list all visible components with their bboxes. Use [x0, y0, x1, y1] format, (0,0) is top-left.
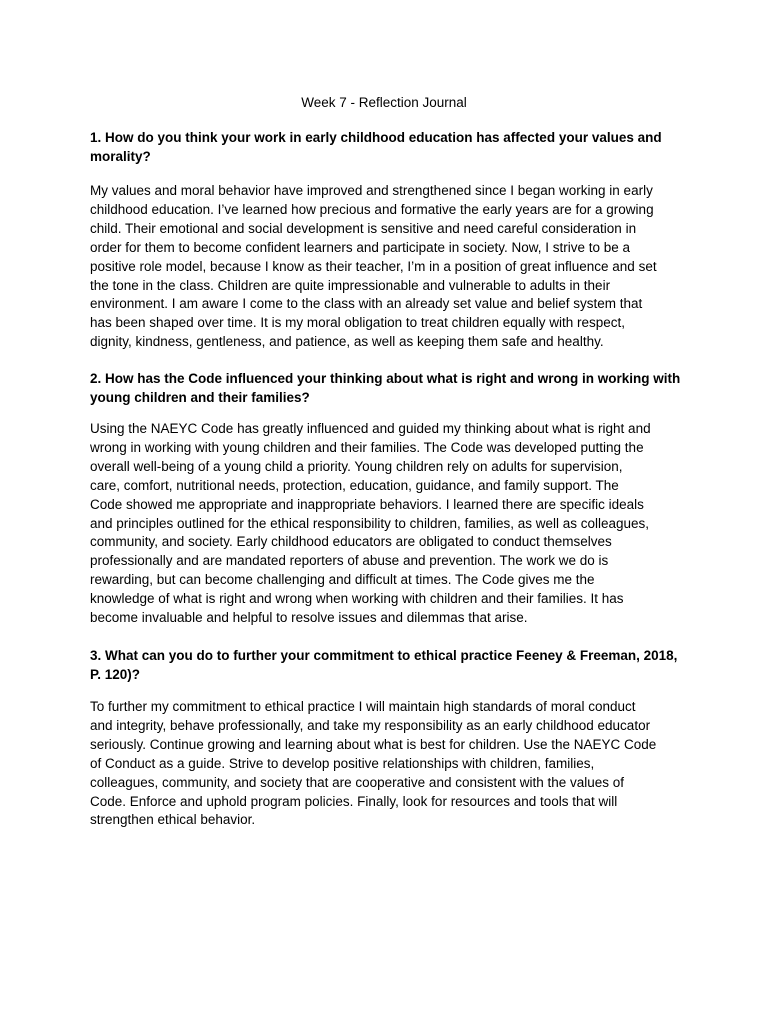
answer-2-line-8: professionally and are mandated reporters of abuse and prevention. The work we do is: [90, 553, 609, 569]
answer-1-line-8: has been shaped over time. It is my moral obligation to treat children equally with respect,: [90, 315, 626, 331]
answer-2-line-3: overall well-being of a young child a priority. Young children rely on adults for supervision,: [90, 458, 623, 474]
answer-2-line-10: knowledge of what is right and wrong when working with children and their families. It has: [90, 591, 624, 607]
answer-2-line-7: community, and society. Early childhood educators are obligated to conduct themselves: [90, 534, 612, 550]
answer-2-line-1: Using the NAEYC Code has greatly influenced and guided my thinking about what is right and: [90, 421, 651, 436]
answer-3-line-6: Code. Enforce and uphold program policies. Finally, look for resources and tools that will: [90, 793, 618, 809]
answer-2-line-6: and principles outlined for the ethical responsibility to children, families, as well as colleagues,: [90, 515, 650, 531]
answer-2-line-11: become invaluable and helpful to resolve issues and dilemmas that arise.: [90, 610, 528, 626]
answer-1-line-7: environment. I am aware I come to the class with an already set value and belief system that: [90, 296, 643, 312]
answer-3-line-2: and integrity, behave professionally, and take my responsibility as an early childhood educator: [90, 717, 651, 733]
answer-3: [90, 698, 690, 830]
answer-1-line-1: My values and moral behavior have improved and strengthened since I began working in early: [90, 183, 653, 198]
answer-2-line-5: Code showed me appropriate and inappropriate behaviors. I learned there are specific ideals: [90, 496, 644, 512]
answer-2-line-9: rewarding, but can become challenging and difficult at times. The Code gives me the: [90, 572, 595, 588]
answer-1-line-6: the tone in the class. Children are quite impressionable and vulnerable to adults in their: [90, 277, 611, 293]
answer-1-line-4: order for them to become confident learners and participate in society. Now, I strive to be a: [90, 239, 631, 255]
answer-2: [90, 420, 690, 628]
question-1-line-1: 1. How do you think your work in early childhood education has affected your values and: [90, 130, 662, 145]
answer-3-line-3: seriously. Continue growing and learning about what is best for children. Use the NAEYC Code: [90, 736, 657, 752]
answer-1-line-5: positive role model, because I know as their teacher, I’m in a position of great influence and set: [90, 258, 657, 274]
answer-1-line-2: childhood education. I’ve learned how precious and formative the early years are for a growing: [90, 201, 654, 217]
answer-2-line-4: care, comfort, nutritional needs, protection, education, guidance, and family support. The: [90, 477, 619, 493]
question-2-line-1: 2. How has the Code influenced your thinking about what is right and wrong in working with: [90, 371, 681, 386]
question-3-line-2: P. 120)?: [90, 667, 141, 682]
answer-3-line-7: strengthen ethical behavior.: [90, 812, 256, 828]
question-2: [90, 369, 690, 407]
question-2-line-2: young children and their families?: [90, 390, 310, 405]
question-3: [90, 646, 690, 684]
question-3-line-1: 3. What can you do to further your commitment to ethical practice Feeney & Freeman, 2018,: [90, 648, 678, 663]
answer-1-line-9: dignity, kindness, gentleness, and patience, as well as keeping them safe and healthy.: [90, 334, 604, 350]
answer-3-line-5: colleagues, community, and society that are cooperative and consistent with the values of: [90, 774, 625, 790]
answer-3-line-1: To further my commitment to ethical practice I will maintain high standards of moral conduct: [90, 699, 636, 714]
answer-3-line-4: of Conduct as a guide. Strive to develop positive relationships with children, families,: [90, 755, 595, 771]
question-1: [90, 128, 690, 166]
answer-2-line-2: wrong in working with young children and their families. The Code was developed putting the: [90, 439, 644, 455]
question-1-line-2: morality?: [90, 149, 151, 164]
answer-1-line-3: child. Their emotional and social development is sensitive and need careful consideration in: [90, 220, 637, 236]
page-title: Week 7 - Reflection Journal: [301, 95, 467, 110]
answer-1: [90, 182, 690, 352]
